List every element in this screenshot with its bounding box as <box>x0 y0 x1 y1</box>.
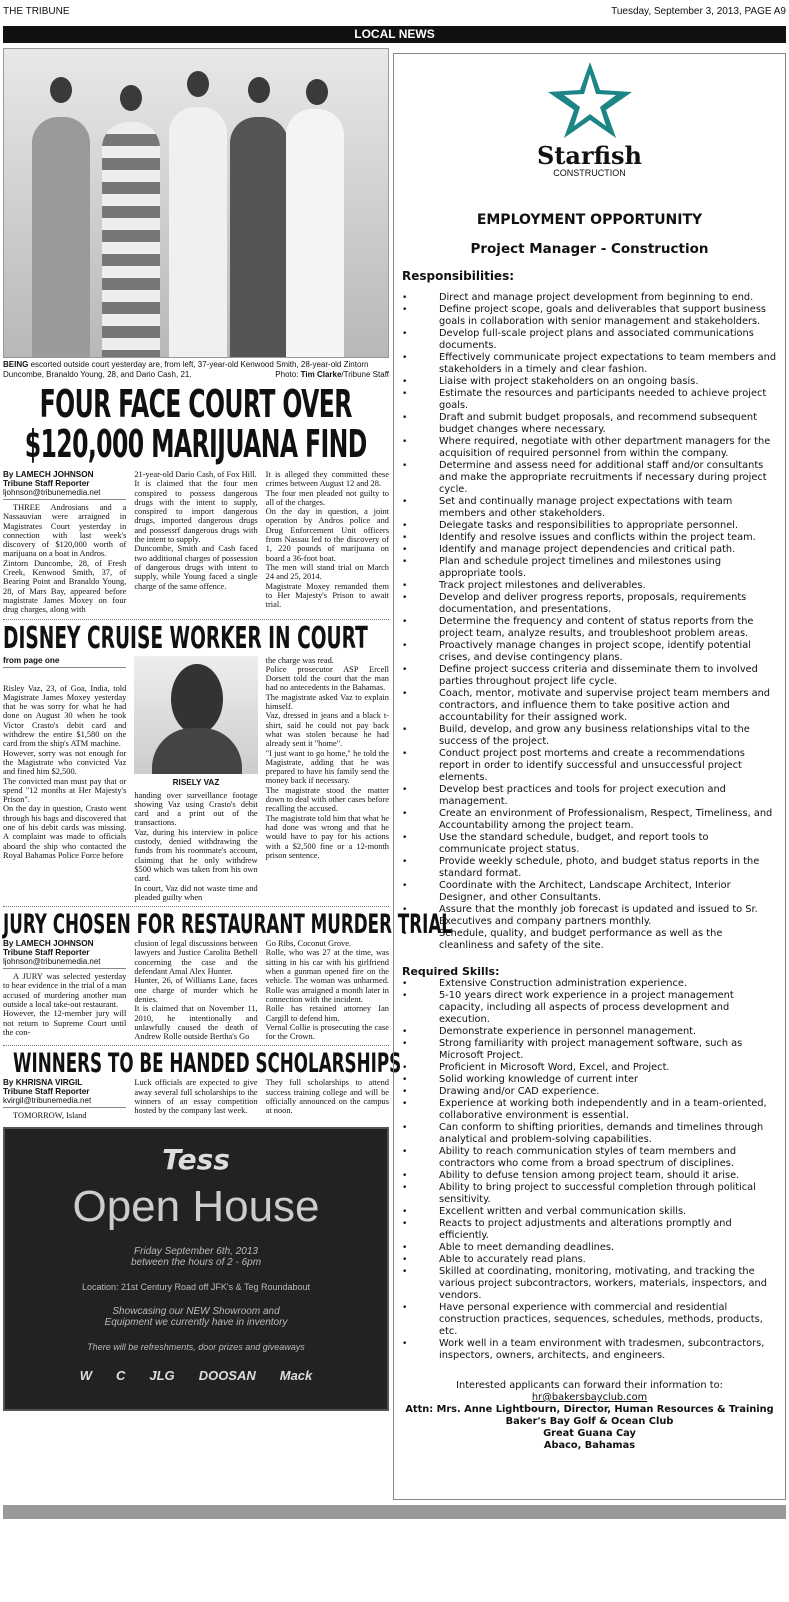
skills-item: • Have personal experience with commercial and residential construction practices, sequences, schedules, methods, products, etc. <box>402 1302 777 1338</box>
responsibilities-item: • Assure that the monthly job forecast is updated and issued to Sr. Executives and company partners monthly. <box>402 904 777 928</box>
skills-item: • Ability to bring project to successful completion through political sensitivity. <box>402 1182 777 1206</box>
responsibilities-item: • Where required, negotiate with other department managers for the acquisition of required personnel from within the company. <box>402 436 777 460</box>
skills-item: • Demonstrate experience in personnel management. <box>402 1026 777 1038</box>
footer-bar <box>3 1505 786 1519</box>
brand-logos: W C JLG DOOSAN Mack <box>79 1367 313 1383</box>
responsibilities-item: • Estimate the resources and participants needed to achieve project goals. <box>402 388 777 412</box>
responsibilities-item: • Direct and manage project development from beginning to end. <box>402 292 777 304</box>
story-scholarships: By KHRISNA VIRGIL Tribune Staff Reporter kvirgil@tribunemedia.net TOMORROW, Island Luck officials are expected to give away several full scholarships to the winners of an essay competition hosted by the company last week. They full scholarships to attend success training college and will be officially announced on the campus at noon. <box>3 1078 389 1121</box>
tess-open-house-ad: Tess Open House Friday September 6th, 2013 between the hours of 2 - 6pm Location: 21st Century Road off JFK's & Teg Roundabout Showcasing our NEW Showroom and Equipment we currently have in inventory There will be refreshments, door prizes and giveaways W C JLG DOOSAN Mack <box>3 1127 389 1411</box>
responsibilities-item: • Schedule, quality, and budget performance as well as the cleanliness and safety of the site. <box>402 928 777 952</box>
responsibilities-item: • Conduct project post mortems and create a recommendations report in order to identify successful and unsuccessful project elements. <box>402 748 777 784</box>
responsibilities-item: • Coach, mentor, motivate and supervise project team members and contractors, and influence them to take positive action and accountability for their assigned work. <box>402 688 777 724</box>
responsibilities-item: • Identify and manage project dependencies and critical path. <box>402 544 777 556</box>
skills-item: • Work well in a team environment with tradesmen, subcontractors, inspectors, owners, architects, and engineers. <box>402 1338 777 1362</box>
job-position: Project Manager - Construction <box>470 241 709 257</box>
paper-name: THE TRIBUNE <box>3 6 70 17</box>
tess-logo: Tess <box>162 1142 230 1176</box>
skills-item: • Proficient in Microsoft Word, Excel, and Project. <box>402 1062 777 1074</box>
headline-scholarships: WINNERS TO BE HANDED SCHOLARSHIPS <box>13 1048 402 1080</box>
story-marijuana: By LAMECH JOHNSON Tribune Staff Reporter ljohnson@tribunemedia.net THREE Androsians and a Nassauvian were arraigned in Magistrates Court yesterday in connection with last week's discovery of $120,000 worth of marijuana on a boat in Andros. Zintorn Duncombe, 28, of Fresh Creek, Kenwood Smith, 37, of Bearing Point and Branaldo Young, 28, of Mars Bay, appeared before magistrate James Moxey on four drug charges, along with 21-year-old Dario Cash, of Fox Hill. It is claimed that the four men conspired to possess dangerous drugs with the intent to supply, conspired to import dangerous drugs, imported dangerous drugs and possessrf dangerous drugs with the intent to supply. Duncombe, Smith and Cash faced two additional charges of possession of dangerous drugs with intent to supply, while Young faced a single charge of the same offence. It is alleged they committed these crimes between August 12 and 28. The four men pleaded not guilty to all of the charges. On the day in question, a joint operation by Andros police and Drug Enforcement Unit officers from Nassau led to the discovery of 1, 220 pounds of marijuana on board a 36-foot boat. The men will stand trial on March 24 and 25, 2014. Magistrate Moxey remanded them to Her Majesty's Prison to await trial. <box>3 470 389 615</box>
story-jury: By LAMECH JOHNSON Tribune Staff Reporter ljohnson@tribunemedia.net A JURY was selected yesterday to hear evidence in the trial of a man accused of murdering another man outside a local take-out restaurant. However, the 12-member jury will not return to Supreme Court until the con- clusion of legal discussions between lawyers and Justice Carolita Bethell concerning the case and the defendant Amal Alex Hunter. Hunter, 26, of Williams Lane, faces one charge of murder which he denies. It is claimed that on November 11, 2010, he intentionally and unlawfully caused the death of Andrew Rolle outside Bertha's Go Go Ribs, Coconut Grove. Rolle, who was 27 at the time, was sitting in his car with his girlfriend when a gunman opened fire on the vehicle. The woman was unharmed. Rolle was arraigned a month later in connection with the incident. Rolle has retained attorney Ian Cargill to defend him. Vernal Collie is prosecuting the case for the Crown. <box>3 939 389 1042</box>
skills-item: • Able to accurately read plans. <box>402 1254 777 1266</box>
responsibilities-item: • Develop best practices and tools for project execution and management. <box>402 784 777 808</box>
skills-item: • Drawing and/or CAD experience. <box>402 1086 777 1098</box>
skills-item: • Ability to reach communication styles of team members and contractors who come from a broad spectrum of disciplines. <box>402 1146 777 1170</box>
club-name: Baker's Bay Golf & Ocean Club <box>505 1416 674 1427</box>
responsibilities-item: • Define project scope, goals and deliverables that support business goals in collaboration with senior management and stakeholders. <box>402 304 777 328</box>
responsibilities-item: • Track project milestones and deliverables. <box>402 580 777 592</box>
skills-list <box>402 978 777 1362</box>
responsibilities-item: • Determine and assess need for additional staff and/or consultants and make the appropriate recruitments if necessary during project cycle. <box>402 460 777 496</box>
skills-item: • Solid working knowledge of current inter <box>402 1074 777 1086</box>
responsibilities-item: • Define project success criteria and disseminate them to involved parties throughout project life cycle. <box>402 664 777 688</box>
section-bar: LOCAL NEWS <box>3 26 786 43</box>
skills-item: • Can conform to shifting priorities, demands and timelines through analytical and problem-solving capabilities. <box>402 1122 777 1146</box>
responsibilities-item: • Proactively manage changes in project scope, identify potential crises, and devise contingency plans. <box>402 640 777 664</box>
story-disney: from page one Risley Vaz, 23, of Goa, India, told Magistrate James Moxey yesterday that he was sorry for what he had done on August 30 when he took Victor Crasto's debit card and withdrew the entire $1,580 on the card from the ship's ATM machine. However, sorry was not enough for the Magistrate who convicted Vaz and fined him $2,500. The convicted man must pay that or spend "12 months at Her Majesty's Prison". On the day in question, Crasto went through his bags and discovered that one of his debit cards was missing. A complaint was made to officials aboard the ship who contacted the Royal Bahamas Police Force before RISELY VAZ handing over surveillance footage showing Vaz using Crasto's debit card and a print out of the transactions. Vaz, during his interview in police custody, denied withdrawing the funds from his roommate's account, claiming that he only withdrew $500 which was taken from his own card. In court, Vaz did not waste time and pleaded guilty when the charge was read. Police prosecutor ASP Ercell Dorsett told the court that the man had no antecedents in the Bahamas. The magistrate asked Vaz to explain himself. Vaz, dressed in jeans and a black t-shirt, said he could not pay back what was stolen because he had already sent it "home". "I just want to go home," he told the Magistrate, adding that he was prepared to have his family send the money back if necessary. The magistrate stood the matter down to deal with other cases before recalling the accused. The magistrate told him that what he had done was wrong and that he would have to pay for his actions with a $2,500 fine or a 12-month prison sentence. <box>3 655 389 902</box>
responsibilities-item: • Plan and schedule project timelines and milestones using appropriate tools. <box>402 556 777 580</box>
cay-name: Great Guana Cay <box>543 1428 636 1439</box>
responsibilities-item: • Liaise with project stakeholders on an ongoing basis. <box>402 376 777 388</box>
photo-caption: BEING escorted outside court yesterday are, from left, 37-year-old Kenwood Smith, 28-year-old Zintorn Duncombe, Branaldo Young, 28, and Dario Cash, 21. Photo: Tim Clarke/Tribune Staff <box>3 360 389 379</box>
place-name: Abaco, Bahamas <box>543 1440 636 1451</box>
headline-jury: JURY CHOSEN FOR RESTAURANT MURDER TRIAL <box>3 909 452 941</box>
skills-item: • Excellent written and verbal communication skills. <box>402 1206 777 1218</box>
apply-text: Interested applicants can forward their information to: <box>456 1380 723 1391</box>
page-header <box>3 6 786 20</box>
skills-item: • Strong familiarity with project management software, such as Microsoft Project. <box>402 1038 777 1062</box>
responsibilities-item: • Set and continually manage project expectations with team members and other stakeholders. <box>402 496 777 520</box>
skills-item: • Reacts to project adjustments and alterations promptly and efficiently. <box>402 1218 777 1242</box>
responsibilities-item: • Provide weekly schedule, photo, and budget status reports in the standard format. <box>402 856 777 880</box>
responsibilities-item: • Coordinate with the Architect, Landscape Architect, Interior Designer, and other Consultants. <box>402 880 777 904</box>
responsibilities-item: • Identify and resolve issues and conflicts within the project team. <box>402 532 777 544</box>
responsibilities-item: • Develop and deliver progress reports, proposals, requirements documentation, and presentations. <box>402 592 777 616</box>
responsibilities-title: Responsibilities: <box>402 269 515 283</box>
responsibilities-item: • Build, develop, and grow any business relationships vital to the success of the project. <box>402 724 777 748</box>
skills-item: • 5-10 years direct work experience in a project management capacity, including all aspects of process development and execution. <box>402 990 777 1026</box>
starfish-icon <box>544 60 636 140</box>
responsibilities-item: • Create an environment of Professionalism, Respect, Timeliness, and Accountability among the project team. <box>402 808 777 832</box>
skills-item: • Able to meet demanding deadlines. <box>402 1242 777 1254</box>
skills-title: Required Skills: <box>402 965 500 978</box>
responsibilities-item: • Effectively communicate project expectations to team members and stakeholders in a timely and clear fashion. <box>402 352 777 376</box>
vaz-photo <box>134 656 257 774</box>
court-photo <box>3 48 389 358</box>
job-heading: EMPLOYMENT OPPORTUNITY <box>476 212 703 228</box>
responsibilities-list <box>402 292 777 952</box>
responsibilities-item: • Develop full-scale project plans and associated communications documents. <box>402 328 777 352</box>
skills-item: • Experience at working both independently and in a team-oriented, collaborative environment is essential. <box>402 1098 777 1122</box>
page-date: Tuesday, September 3, 2013, PAGE A9 <box>611 6 786 17</box>
responsibilities-item: • Delegate tasks and responsibilities to appropriate personnel. <box>402 520 777 532</box>
responsibilities-item: • Determine the frequency and content of status reports from the project team, analyze results, and troubleshoot problem areas. <box>402 616 777 640</box>
skills-item: • Ability to defuse tension among project team, should it arise. <box>402 1170 777 1182</box>
job-ad <box>393 53 786 1500</box>
responsibilities-item: • Draft and submit budget proposals, and recommend subsequent budget changes where necessary. <box>402 412 777 436</box>
headline-marijuana: FOUR FACE COURT OVER $120,000 MARIJUANA FIND <box>25 382 367 466</box>
skills-item: • Skilled at coordinating, monitoring, motivating, and tracking the various project subcontractors, workers, materials, inspectors, and vendors. <box>402 1266 777 1302</box>
apply-email[interactable]: hr@bakersbayclub.com <box>531 1392 648 1403</box>
attn-line: Attn: Mrs. Anne Lightbourn, Director, Human Resources & Training <box>405 1404 774 1415</box>
starfish-logo: Starfish CONSTRUCTION <box>402 60 777 178</box>
responsibilities-item: • Use the standard schedule, budget, and report tools to communicate project status. <box>402 832 777 856</box>
skills-item: • Extensive Construction administration experience. <box>402 978 777 990</box>
headline-disney: DISNEY CRUISE WORKER IN COURT <box>3 620 368 656</box>
open-house-title: Open House <box>72 1181 320 1231</box>
